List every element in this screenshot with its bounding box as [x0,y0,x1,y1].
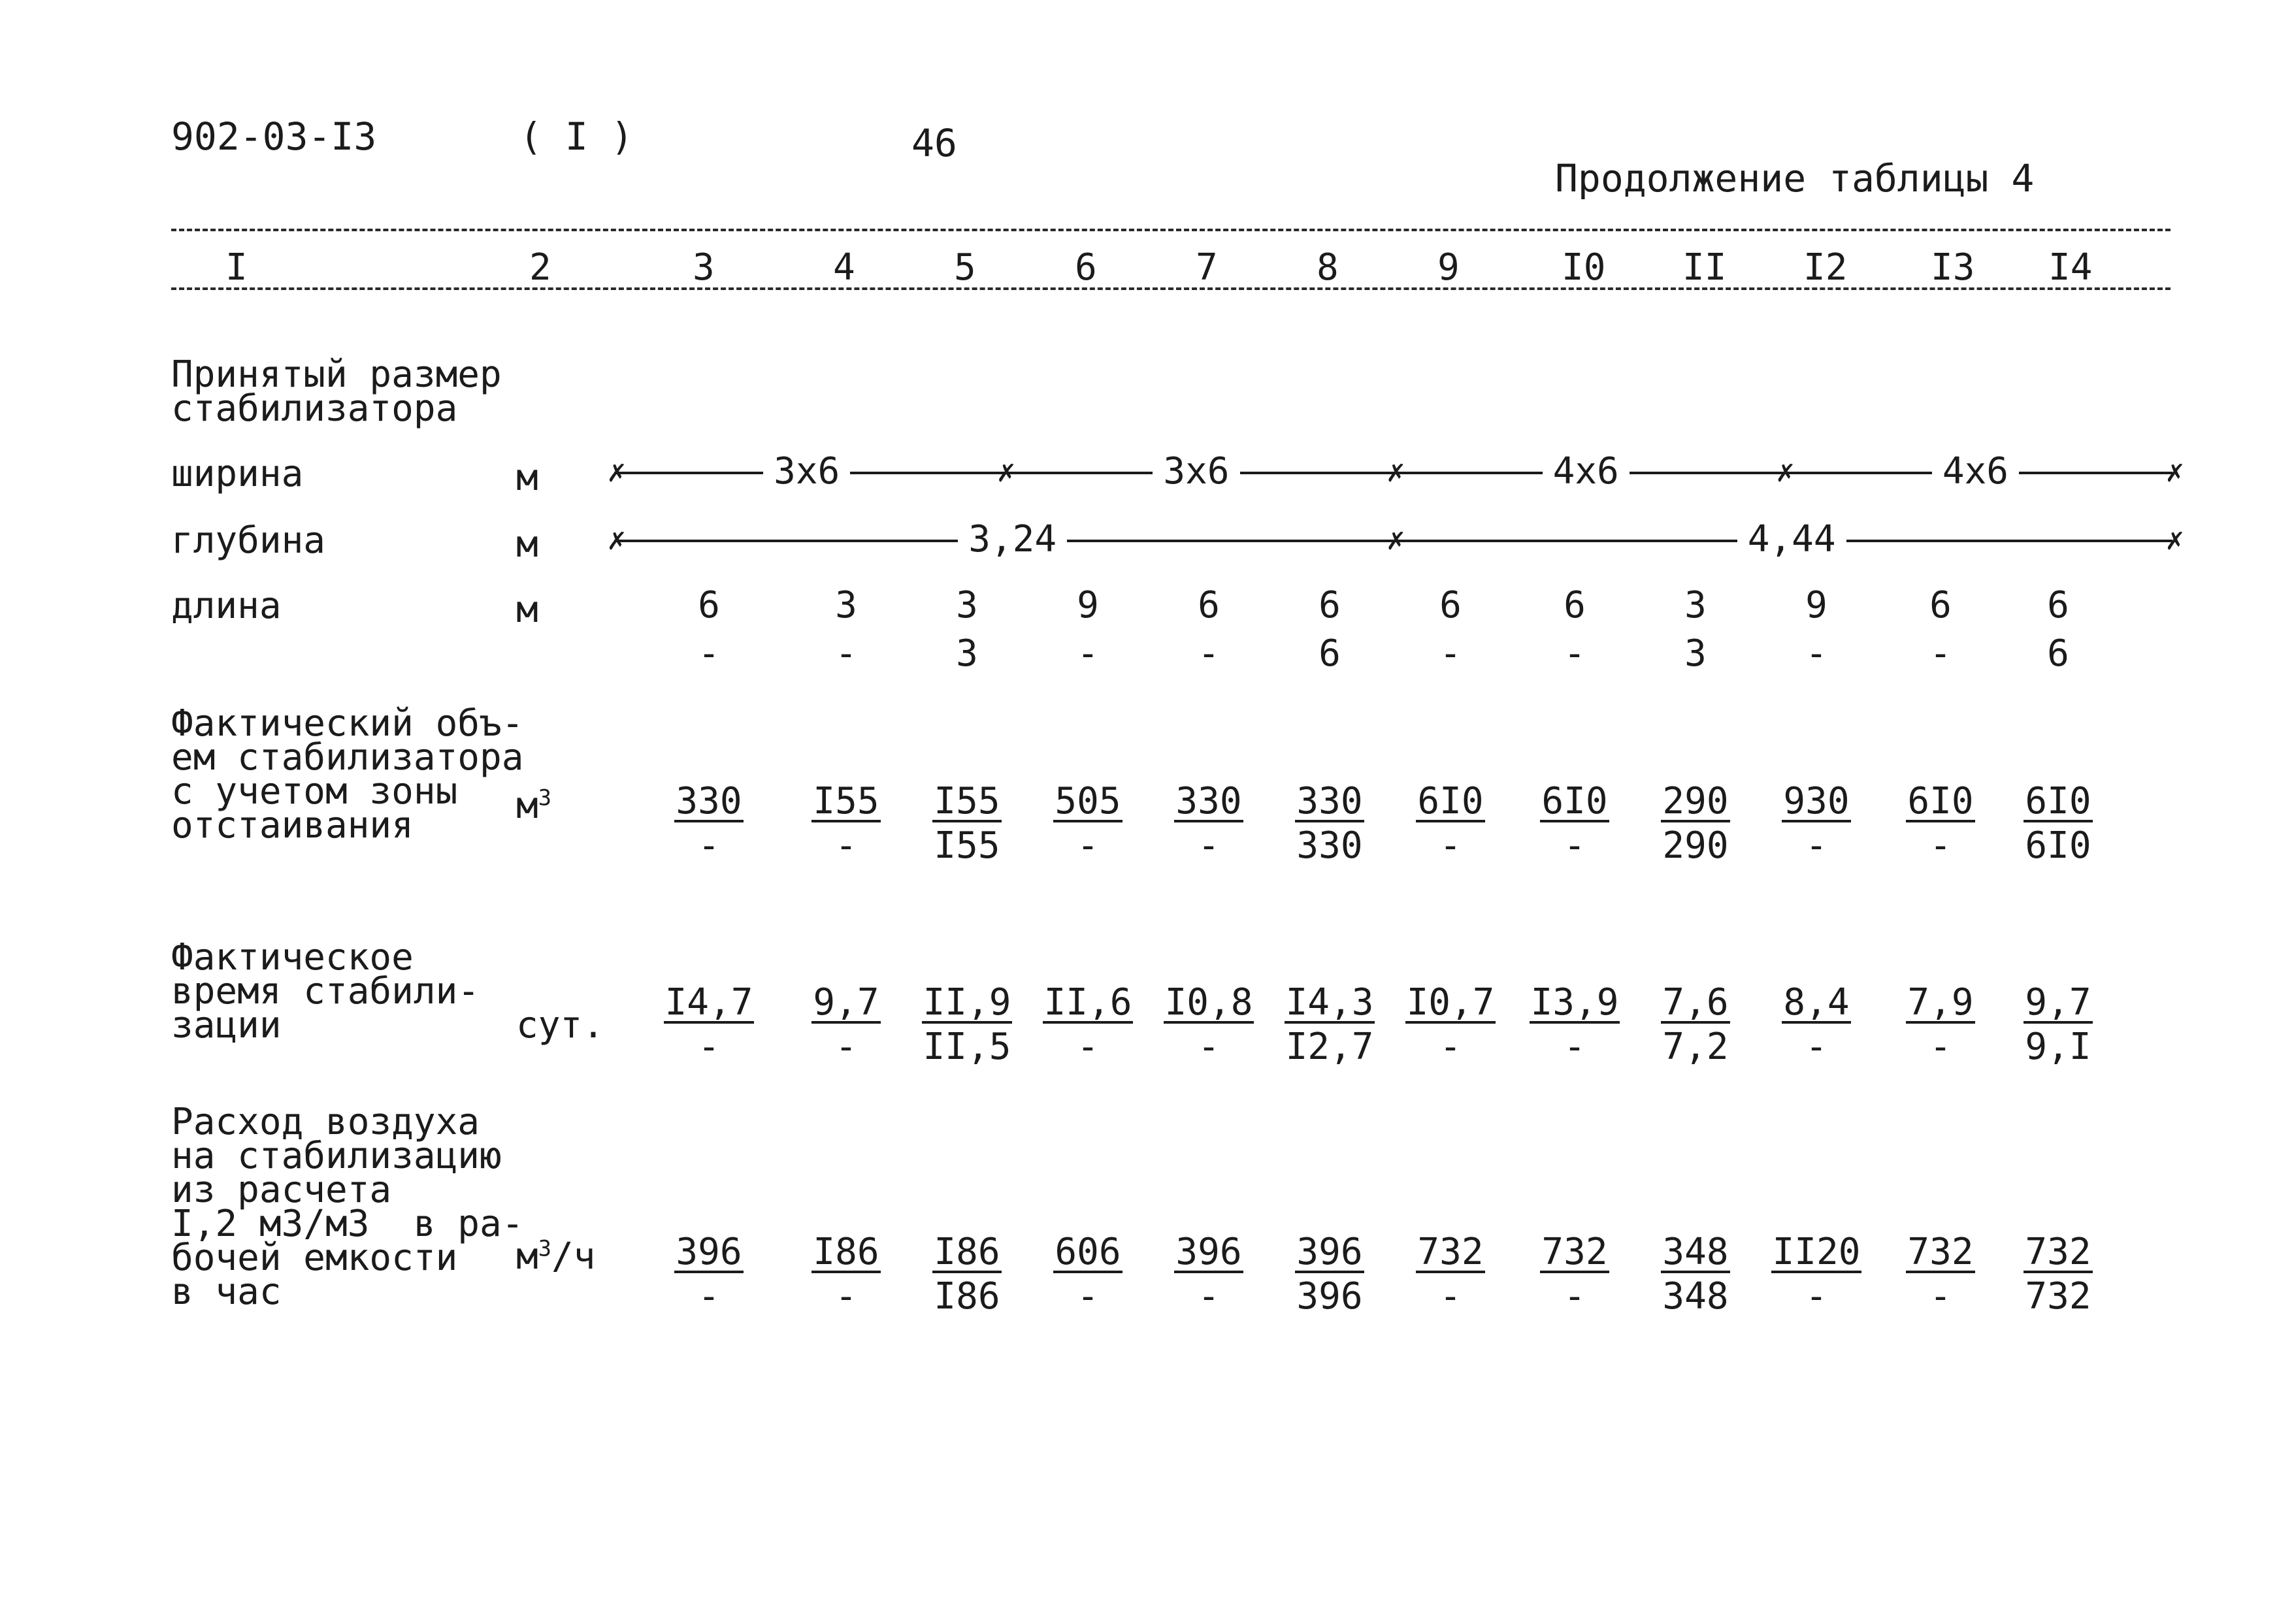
time-top-value-wrap [2009,983,2107,1026]
time-bottom-value: - [1077,1026,1099,1068]
time-cell [797,983,895,1069]
volume-bottom-value: - [1439,824,1462,867]
page-number: 46 [911,121,957,165]
time-top-value: II,6 [1043,981,1132,1024]
volume-bottom-value: 6I0 [2025,824,2091,867]
volume-cell [1892,781,1990,868]
time-unit: сут. [516,1004,604,1047]
air-cell [1039,1232,1137,1318]
width-tick-icon: ✗ [1386,453,1405,489]
volume-bottom-value: - [1077,824,1099,867]
air-top-value-wrap [1767,1232,1865,1275]
length-bottom-value: - [1564,632,1586,675]
volume-cell [1281,781,1379,868]
depth-label: глубина [171,519,326,562]
column-number: 3 [693,246,715,289]
air-unit: $м^3/ч$ [516,1235,596,1278]
volume-top-value-wrap [797,781,895,824]
volume-top-value-wrap [1401,781,1499,824]
time-cell [2009,983,2107,1069]
time-top-value-wrap [1647,983,1745,1026]
volume-cell [660,781,758,868]
air-cell [918,1232,1016,1318]
time-top-value-wrap [797,983,895,1026]
length-cell [670,581,748,678]
air-bottom-value: 348 [1662,1275,1729,1318]
column-number: I0 [1562,246,1606,289]
volume-top-value-wrap [1281,781,1379,824]
length-cell [1535,581,1614,678]
time-bottom-value: 9,I [2025,1026,2091,1068]
length-bottom-value: - [1198,632,1220,675]
time-cell [918,983,1016,1069]
column-number-divider [171,287,2171,290]
volume-top-value: 330 [676,780,742,822]
air-top-value-wrap [1526,1232,1624,1275]
volume-top-value-wrap [1160,781,1258,824]
time-cell [1401,983,1499,1069]
time-top-value-wrap [918,983,1016,1026]
time-top-value-wrap [1892,983,1990,1026]
time-top-value: II,9 [923,981,1011,1024]
time-bottom-value: - [1929,1026,1952,1068]
volume-top-value: 930 [1783,780,1850,822]
volume-bottom-value: - [698,824,720,867]
time-cell [1767,983,1865,1069]
volume-top-value-wrap [1647,781,1745,824]
volume-top-value-wrap [1892,781,1990,824]
time-top-value-wrap [1039,983,1137,1026]
air-cell [2009,1232,2107,1318]
column-number: 8 [1317,246,1339,289]
air-top-value-wrap [1401,1232,1499,1275]
length-top-value: 6 [1439,584,1462,626]
time-cell [1526,983,1624,1069]
volume-top-value-wrap [1039,781,1137,824]
time-top-value-wrap [1767,983,1865,1026]
volume-cell [1767,781,1865,868]
table-top-divider [171,229,2171,231]
time-bottom-value: II,5 [923,1026,1011,1068]
width-label: ширина [171,453,304,495]
volume-cell [2009,781,2107,868]
document-part: ( I ) [519,114,634,159]
volume-bottom-value: - [835,824,857,867]
time-cell [1160,983,1258,1069]
length-bottom-value: 3 [956,632,978,675]
air-cell [797,1232,895,1318]
volume-bottom-value: - [1198,824,1220,867]
column-number: 4 [833,246,855,289]
column-number: 9 [1437,246,1460,289]
column-number: 7 [1196,246,1218,289]
air-top-value: 396 [1296,1231,1363,1273]
time-top-value-wrap [1160,983,1258,1026]
volume-top-value-wrap [1526,781,1624,824]
time-top-value-wrap [1281,983,1379,1026]
depth-span-value: 3,24 [958,521,1067,558]
air-bottom-value: - [1439,1275,1462,1318]
volume-cell [1526,781,1624,868]
length-top-value: 6 [698,584,720,626]
length-cell [807,581,885,678]
length-cell [928,581,1006,678]
air-bottom-value: - [1805,1275,1827,1318]
air-top-value-wrap [1160,1232,1258,1275]
depth-tick-icon: ✗ [2166,521,2184,557]
column-number: 2 [529,246,551,289]
air-bottom-value: 732 [2025,1275,2091,1318]
volume-cell [1647,781,1745,868]
length-cell [1901,581,1980,678]
time-top-value-wrap [1401,983,1499,1026]
air-bottom-value: - [1077,1275,1099,1318]
length-bottom-value: - [698,632,720,675]
volume-label: Фактический объ- ем стабилизатора с учетом зоны отстаивания [171,702,524,847]
time-top-value-wrap [660,983,758,1026]
air-bottom-value: - [835,1275,857,1318]
air-cell [1647,1232,1745,1318]
width-span-value: 4х6 [1543,453,1630,490]
time-top-value: 9,7 [813,981,879,1024]
time-bottom-value: 7,2 [1662,1026,1729,1068]
width-span-value: 3х6 [1153,453,1239,490]
length-bottom-value: 3 [1684,632,1707,675]
air-bottom-value: - [1929,1275,1952,1318]
time-top-value: I4,7 [664,981,753,1024]
width-span-value: 3х6 [763,453,850,490]
length-cell [1777,581,1856,678]
volume-top-value: 6I0 [1417,780,1484,822]
air-bottom-value: - [1198,1275,1220,1318]
size-section-title: Принятый размер стабилизатора [171,353,502,430]
depth-unit: м [516,523,538,566]
air-top-value-wrap [1039,1232,1137,1275]
air-top-value: 606 [1055,1231,1121,1273]
volume-bottom-value: I55 [934,824,1000,867]
air-top-value-wrap [918,1232,1016,1275]
length-bottom-value: 6 [2047,632,2069,675]
time-top-value: I0,7 [1406,981,1495,1024]
length-label: длина [171,585,282,627]
air-top-value-wrap [2009,1232,2107,1275]
air-top-value: I86 [813,1231,879,1273]
column-number: I [225,246,248,289]
time-cell [1892,983,1990,1069]
volume-top-value: 290 [1662,780,1729,822]
table-caption: Продолжение таблицы 4 [1555,156,2035,201]
air-cell [1160,1232,1258,1318]
column-number: I4 [2048,246,2093,289]
column-number: I2 [1803,246,1848,289]
time-cell [1039,983,1137,1069]
document-code: 902-03-I3 [171,114,377,159]
volume-cell [918,781,1016,868]
length-top-value: 6 [1319,584,1341,626]
volume-cell [1039,781,1137,868]
volume-cell [1160,781,1258,868]
time-bottom-value: - [1439,1026,1462,1068]
length-top-value: 3 [1684,584,1707,626]
air-top-value: 396 [1175,1231,1242,1273]
air-label: Расход воздуха на стабилизацию из расчета I,2 м3/м3 в ра- бочей емкости в час [171,1101,524,1313]
time-top-value: I4,3 [1285,981,1374,1024]
width-tick-icon: ✗ [2166,453,2184,489]
length-top-value: 9 [1805,584,1827,626]
length-bottom-value: - [835,632,857,675]
volume-unit: $м^3$ [516,785,551,827]
length-unit: м [516,589,538,631]
length-top-value: 3 [956,584,978,626]
time-bottom-value: - [1198,1026,1220,1068]
volume-top-value: 505 [1055,780,1121,822]
volume-bottom-value: 290 [1662,824,1729,867]
width-unit: м [516,457,538,499]
volume-bottom-value: 330 [1296,824,1363,867]
air-top-value-wrap [1647,1232,1745,1275]
volume-top-value: I55 [934,780,1000,822]
depth-tick-icon: ✗ [1386,521,1405,557]
length-top-value: 6 [1929,584,1952,626]
air-top-value: 396 [676,1231,742,1273]
column-number: 5 [954,246,976,289]
length-top-value: 6 [1564,584,1586,626]
time-label: Фактическое время стабили- зации [171,936,480,1047]
time-top-value: 7,9 [1907,981,1974,1024]
air-top-value: 348 [1662,1231,1729,1273]
time-top-value-wrap [1526,983,1624,1026]
time-cell [1647,983,1745,1069]
length-top-value: 9 [1077,584,1099,626]
air-bottom-value: - [698,1275,720,1318]
volume-top-value: I55 [813,780,879,822]
column-number: II [1682,246,1727,289]
air-bottom-value: 396 [1296,1275,1363,1318]
length-bottom-value: - [1077,632,1099,675]
volume-bottom-value: - [1929,824,1952,867]
time-top-value: I3,9 [1530,981,1619,1024]
volume-top-value-wrap [2009,781,2107,824]
air-bottom-value: - [1564,1275,1586,1318]
volume-bottom-value: - [1805,824,1827,867]
time-top-value: 9,7 [2025,981,2091,1024]
air-cell [660,1232,758,1318]
time-bottom-value: - [1564,1026,1586,1068]
time-bottom-value: I2,7 [1285,1026,1374,1068]
air-top-value: 732 [1417,1231,1484,1273]
length-top-value: 6 [1198,584,1220,626]
air-top-value: 732 [1541,1231,1608,1273]
volume-top-value: 6I0 [1541,780,1608,822]
air-top-value: 732 [1907,1231,1974,1273]
time-cell [660,983,758,1069]
length-top-value: 6 [2047,584,2069,626]
length-cell [1411,581,1490,678]
time-bottom-value: - [835,1026,857,1068]
volume-top-value-wrap [918,781,1016,824]
volume-top-value: 6I0 [2025,780,2091,822]
time-bottom-value: - [1805,1026,1827,1068]
column-number: I3 [1931,246,1975,289]
air-cell [1281,1232,1379,1318]
time-top-value: 7,6 [1662,981,1729,1024]
time-top-value: I0,8 [1164,981,1253,1024]
column-number: 6 [1075,246,1097,289]
width-span-value: 4х6 [1932,453,2019,490]
air-top-value: I86 [934,1231,1000,1273]
air-cell [1401,1232,1499,1318]
volume-cell [797,781,895,868]
volume-top-value: 330 [1175,780,1242,822]
volume-bottom-value: - [1564,824,1586,867]
depth-span-value: 4,44 [1737,521,1846,558]
length-cell [1290,581,1369,678]
air-top-value-wrap [1281,1232,1379,1275]
length-bottom-value: - [1439,632,1462,675]
length-cell [1049,581,1127,678]
air-bottom-value: I86 [934,1275,1000,1318]
air-cell [1767,1232,1865,1318]
air-cell [1526,1232,1624,1318]
air-top-value-wrap [1892,1232,1990,1275]
width-tick-icon: ✗ [608,453,626,489]
length-cell [1656,581,1735,678]
width-tick-icon: ✗ [997,453,1015,489]
air-cell [1892,1232,1990,1318]
air-top-value-wrap [660,1232,758,1275]
air-top-value: 732 [2025,1231,2091,1273]
length-top-value: 3 [835,584,857,626]
length-bottom-value: - [1929,632,1952,675]
volume-top-value: 6I0 [1907,780,1974,822]
length-bottom-value: 6 [1319,632,1341,675]
length-cell [1170,581,1248,678]
volume-top-value: 330 [1296,780,1363,822]
time-cell [1281,983,1379,1069]
width-tick-icon: ✗ [1776,453,1795,489]
time-bottom-value: - [698,1026,720,1068]
time-top-value: 8,4 [1783,981,1850,1024]
air-top-value-wrap [797,1232,895,1275]
air-top-value: II20 [1772,1231,1861,1273]
length-bottom-value: - [1805,632,1827,675]
volume-top-value-wrap [1767,781,1865,824]
length-cell [2019,581,2097,678]
volume-cell [1401,781,1499,868]
depth-tick-icon: ✗ [608,521,626,557]
volume-top-value-wrap [660,781,758,824]
